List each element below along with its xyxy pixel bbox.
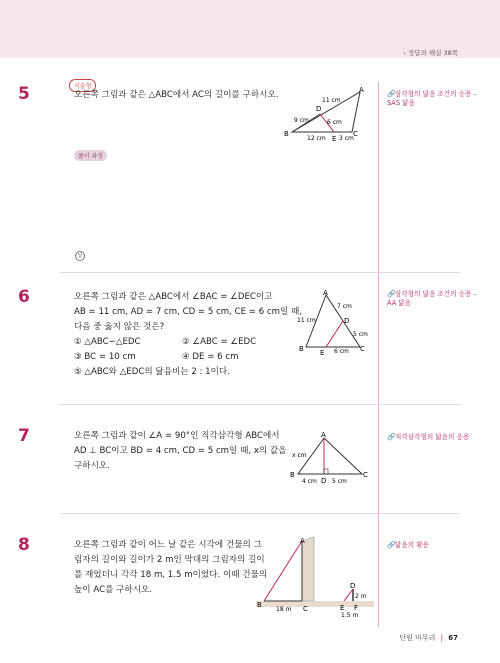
side-note-6: 🔗삼각형의 닮음 조건의 응용 – AA 닮음 [387, 290, 477, 307]
answer-reference: › 정답과 해설 38쪽 [403, 49, 458, 57]
q7-line2: AD ⊥ BC이고 BD = 4 cm, CD = 5 cm일 때, x의 값을 [74, 446, 287, 456]
figure-q5 [282, 86, 374, 146]
length-x: x cm [292, 452, 307, 459]
label-b: B [299, 345, 304, 353]
length-5cm: 5 cm [332, 478, 347, 484]
length-1-5m: 1.5 m [341, 612, 359, 619]
side-note-8: 🔗닮음의 활용 [387, 541, 429, 549]
q6-option-1[interactable]: ① △ABC∽△EDC [74, 337, 141, 347]
q6-option-2[interactable]: ② ∠ABC = ∠EDC [182, 337, 257, 347]
length-7cm: 7 cm [337, 303, 352, 310]
label-f: F [354, 604, 359, 612]
q8-line4: 높이 AC를 구하시오. [74, 585, 153, 595]
label-e: E [320, 349, 325, 357]
label-e: E [340, 604, 345, 612]
length-6cm: 6 cm [327, 119, 342, 126]
q6-line3: 다음 중 옳지 않은 것은? [74, 322, 165, 332]
side-note-7: 🔗직각삼각형의 닮음의 응용 [387, 433, 470, 441]
label-e: E [332, 135, 337, 143]
label-d: D [321, 477, 327, 484]
length-9cm: 9 cm [294, 117, 309, 124]
q6-line1: 오른쪽 그림과 같은 △ABC에서 ∠BAC = ∠DEC이고 [74, 292, 273, 302]
length-18m: 18 m [276, 606, 292, 613]
margin-divider [378, 82, 379, 627]
length-4cm: 4 cm [302, 478, 317, 484]
building [302, 537, 314, 601]
q8-line3: 를 재었더니 각각 18 m, 1.5 m이었다. 이때 건물의 [74, 570, 268, 580]
footer-section: 단원 마무리 [399, 634, 436, 642]
length-2m: 2 m [355, 593, 367, 600]
length-11cm: 11 cm [322, 97, 341, 104]
question-number-7: 7 [18, 426, 30, 446]
label-c: C [303, 605, 308, 613]
figure-q7 [288, 430, 372, 484]
label-c: C [353, 130, 358, 138]
question-number-5: 5 [18, 84, 30, 104]
link-icon: 🔗 [387, 433, 396, 441]
link-icon: 🔗 [387, 290, 396, 298]
label-d: D [344, 317, 350, 325]
sun-ray-de [344, 589, 353, 601]
right-angle-mark [324, 469, 328, 474]
side-note-5: 🔗삼각형의 닮음 조건의 응용 – SAS 닮음 [387, 90, 477, 107]
q7-line3: 구하시오. [74, 461, 110, 471]
length-11cm: 11 cm [297, 317, 316, 324]
link-icon: 🔗 [387, 541, 396, 549]
figure-q8 [256, 537, 374, 619]
length-5cm: 5 cm [353, 331, 368, 338]
label-b: B [290, 471, 295, 479]
divider-q5 [60, 272, 460, 273]
q8-line1: 오른쪽 그림과 같이 어느 날 같은 시각에 건물의 그 [74, 540, 262, 550]
page-footer [399, 633, 458, 643]
footer-separator: | [440, 634, 444, 642]
label-d: D [350, 582, 356, 590]
q8-line2: 림자의 길이와 길이가 2 m인 막대의 그림자의 길이 [74, 555, 265, 565]
q7-line1: 오른쪽 그림과 같이 ∠A = 90°인 직각삼각형 ABC에서 [74, 431, 280, 441]
sun-ray-ab [264, 541, 302, 601]
label-d: D [316, 105, 322, 113]
label-c: C [360, 345, 365, 353]
question-number-8: 8 [18, 535, 30, 555]
page-number: 67 [448, 634, 458, 642]
question-5-text: 오른쪽 그림과 같은 △ABC에서 AC의 길이를 구하시오. [74, 90, 279, 100]
q6-option-3[interactable]: ③ BC = 10 cm [74, 352, 136, 362]
label-c: C [363, 471, 368, 479]
label-a: A [323, 289, 328, 297]
question-number-6: 6 [18, 287, 30, 307]
segment-de [326, 321, 343, 347]
link-icon: 🔗 [387, 90, 396, 98]
q6-line2: AB = 11 cm, AD = 7 cm, CD = 5 cm, CE = 6 cm일 때, [74, 307, 303, 317]
essay-badge: 서술형 [69, 79, 96, 92]
label-b: B [257, 601, 262, 609]
label-a: A [321, 431, 326, 439]
solution-label: 풀이 과정 [74, 150, 107, 161]
answer-label: 답 [75, 251, 85, 261]
length-6cm: 6 cm [334, 348, 349, 355]
label-a: A [359, 86, 364, 94]
length-12cm: 12 cm [307, 135, 326, 142]
figure-q6 [296, 289, 372, 357]
divider-q6 [60, 404, 460, 405]
q6-option-5[interactable]: ⑤ △ABC와 △EDC의 닮음비는 2 : 1이다. [74, 367, 230, 377]
length-3cm: 3 cm [339, 135, 354, 142]
label-a: A [300, 537, 305, 545]
label-b: B [284, 130, 289, 138]
divider-q7 [60, 513, 460, 514]
q6-option-4[interactable]: ④ DE = 6 cm [182, 352, 239, 362]
